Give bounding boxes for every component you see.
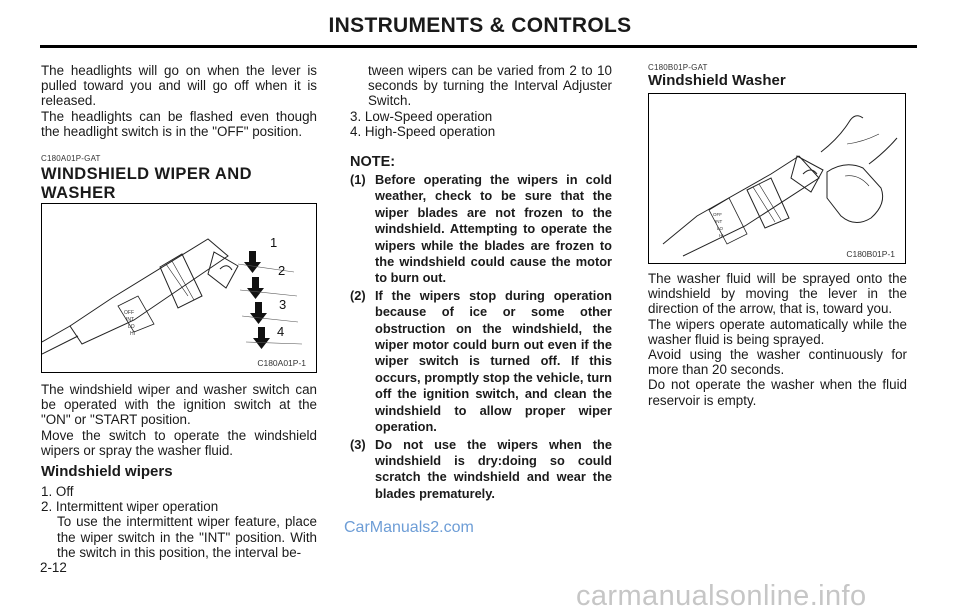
wipers-list (41, 484, 317, 560)
svg-text:OFF: OFF (124, 310, 134, 316)
washer-paragraph-1: The washer fluid will be sprayed onto the windshield by moving the lever in the direction of the arrow, that is, toward you. (648, 271, 907, 317)
section-code: C180B01P-GAT (648, 63, 708, 72)
svg-text:LO: LO (128, 324, 135, 330)
list-item (41, 484, 317, 499)
note-number: (1) (350, 172, 366, 187)
note-title: NOTE: (350, 154, 396, 170)
left-intro (41, 63, 317, 139)
svg-text:INT: INT (126, 317, 135, 323)
page-number: 2-12 (40, 560, 67, 575)
wiper-lever-illustration (42, 204, 316, 372)
figure-label-3: 3 (279, 297, 287, 312)
site-watermark: CarManuals2.com (344, 519, 474, 536)
washer-heading: Windshield Washer (648, 72, 786, 89)
list-item (41, 499, 317, 514)
list-number: 2. (41, 499, 53, 515)
section-code: C180A01P-GAT (41, 154, 101, 163)
figure-label-2: 2 (278, 263, 286, 278)
list-item-2-continued: To use the intermittent wiper feature, place the wiper switch in the "INT" position. With the switch in this position, the interval be- (57, 514, 317, 560)
note-number: (3) (350, 436, 366, 452)
washer-lever-illustration (649, 94, 905, 263)
note-text: Before operating the wipers in cold weather, check to be sure that the wiper blades are not frozen to the windshield. Attempting to operate the wipers while the blades are frozen to the windshield could cause the motor to burn out. (375, 172, 612, 286)
note-list (350, 172, 612, 502)
figure-label-1: 1 (270, 235, 278, 250)
intro-paragraph-1: The headlights will go on when the lever is pulled toward you and will go off when it is released. (41, 63, 317, 109)
list-continued: tween wipers can be varied from 2 to 10 seconds by turning the Interval Adjuster Switch. (368, 63, 612, 109)
body-paragraph-1: The windshield wiper and washer switch can be operated with the ignition switch at the "ON" or "START position. (41, 382, 317, 428)
washer-paragraph-2: The wipers operate automatically while the washer fluid is being sprayed. (648, 316, 907, 347)
svg-text:LO: LO (717, 226, 724, 231)
list-number: 4. (350, 123, 362, 139)
intro-paragraph-2: The headlights can be flashed even though the headlight switch is in the "OFF" position. (41, 108, 317, 139)
right-body (648, 271, 907, 408)
section-title-line-1: WINDSHIELD WIPER AND WASHER (41, 165, 252, 202)
list-text: Intermittent wiper operation (55, 499, 219, 515)
list-text: High-Speed operation (364, 123, 496, 139)
svg-text:HI: HI (719, 233, 724, 238)
figure-caption: C180B01P-1 (846, 249, 895, 259)
page-header-title: INSTRUMENTS & CONTROLS (328, 14, 632, 37)
list-text: Low-Speed operation (364, 108, 493, 124)
note-item (350, 437, 612, 503)
washer-paragraph-4: Do not operate the washer when the fluid reservoir is empty. (648, 377, 907, 408)
note-number: (2) (350, 287, 366, 303)
wipers-heading: Windshield wipers (41, 463, 173, 480)
list-number: 1. (41, 484, 53, 499)
washer-figure (648, 93, 906, 264)
list-item (350, 124, 612, 139)
list-item (350, 109, 612, 124)
note-text: If the wipers stop during operation because of ice or some other obstruction on the windshield, the wiper motor could burn out even if the wiper switch is turned off. If this occurs, promptly stop the vehicle, turn off the ignition switch, and clean the windshield to allow proper wiper operation. (375, 287, 612, 435)
list-text: Off (55, 484, 74, 499)
figure-label-4: 4 (277, 324, 285, 339)
header-rule (40, 45, 917, 48)
note-item (350, 288, 612, 436)
note-item (350, 172, 612, 287)
left-body (41, 382, 317, 458)
svg-text:OFF: OFF (713, 212, 722, 217)
footer-watermark: carmanualsonline.info (576, 580, 867, 612)
list-number: 3. (350, 108, 362, 124)
body-paragraph-2: Move the switch to operate the windshield wipers or spray the washer fluid. (41, 427, 317, 458)
middle-top (350, 63, 612, 139)
svg-text:HI: HI (130, 331, 135, 337)
washer-paragraph-3: Avoid using the washer continuously for more than 20 seconds. (648, 347, 907, 378)
figure-caption: C180A01P-1 (257, 358, 306, 368)
note-text: Do not use the wipers when the windshield is dry:doing so could scratch the windshield and wear the blades prematurely. (375, 436, 612, 501)
svg-text:INT: INT (715, 219, 723, 224)
wiper-switch-figure (41, 203, 317, 373)
